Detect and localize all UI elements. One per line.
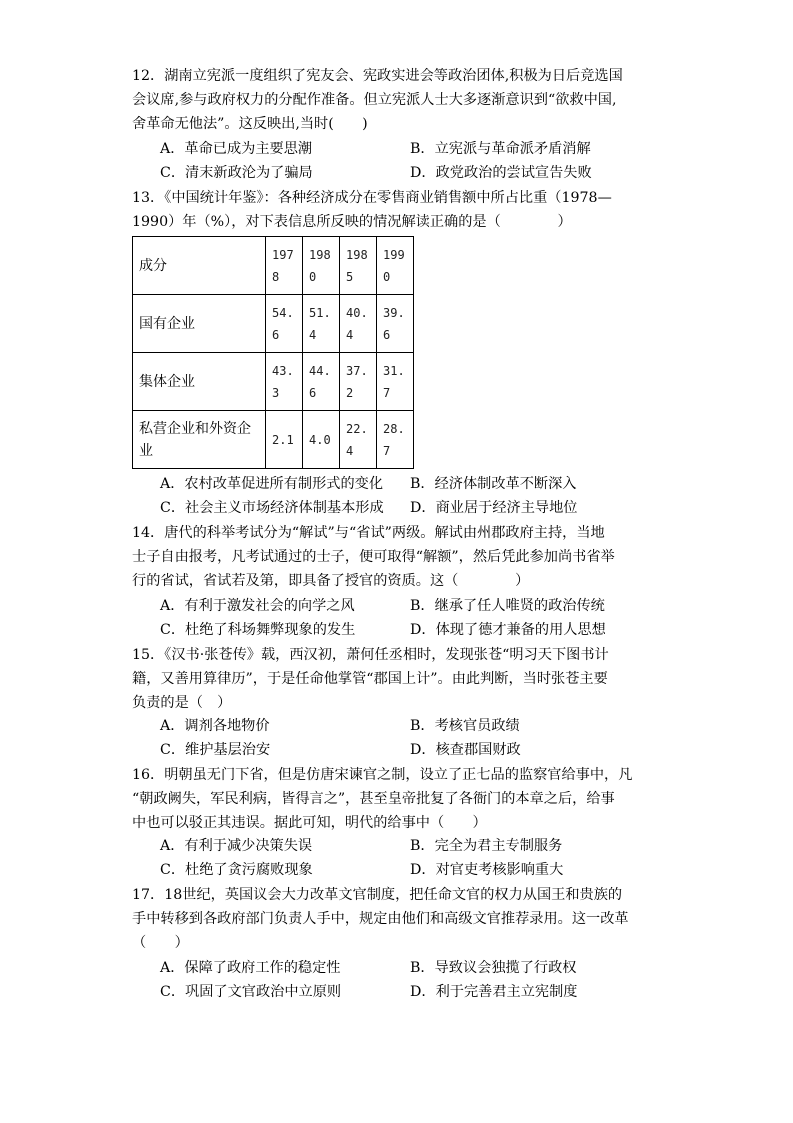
table-cell: 51. 4 (303, 295, 340, 353)
option-c[interactable]: C．清末新政沦为了骗局 (160, 165, 313, 181)
table-cell: 43. 3 (266, 353, 303, 411)
table-cell: 199 0 (377, 237, 414, 295)
statistics-table (132, 236, 414, 469)
table-cell: 28. 7 (377, 411, 414, 469)
option-d[interactable]: D．利于完善君主立宪制度 (410, 984, 578, 1000)
table-cell: 44. 6 (303, 353, 340, 411)
option-a[interactable]: A．有利于激发社会的向学之风 (160, 598, 355, 614)
table-cell: 31. 7 (377, 353, 414, 411)
question-text-line: 14．唐代的科举考试分为“解试”与“省试”两级。解试由州郡政府主持，当地 (132, 525, 605, 541)
question-text-line: 士子自由报考，凡考试通过的士子，便可取得“解额”，然后凭此参加尚书省举 (132, 549, 615, 565)
question-text-line: 17．18世纪，英国议会大力改革文官制度，把任命文官的权力从国王和贵族的 (132, 887, 623, 903)
option-d[interactable]: D．体现了德才兼备的用人思想 (410, 622, 606, 638)
table-row (133, 411, 414, 469)
option-d[interactable]: D．政党政治的尝试宣告失败 (410, 165, 592, 181)
question-text-line: 16．明朝虽无门下省，但是仿唐宋谏官之制，设立了正七品的监察官给事中，凡 (132, 767, 633, 783)
option-c[interactable]: C．杜绝了贪污腐败现象 (160, 862, 313, 878)
option-a[interactable]: A．调剂各地物价 (160, 718, 270, 734)
table-cell: 54. 6 (266, 295, 303, 353)
table-cell: 40. 4 (340, 295, 377, 353)
option-c[interactable]: C．维护基层治安 (160, 742, 271, 758)
table-row (133, 353, 414, 411)
question-text-line: 会议席,参与政府权力的分配作准备。但立宪派人士大多逐渐意识到“欲救中国, (132, 92, 617, 108)
table-row (133, 295, 414, 353)
option-b[interactable]: B．经济体制改革不断深入 (410, 476, 577, 492)
option-b[interactable]: B．完全为君主专制服务 (410, 838, 563, 854)
question-text-line: 舍革命无他法”。这反映出,当时( ) (132, 116, 368, 132)
table-cell: 私营企业和外资企 业 (133, 411, 266, 469)
option-a[interactable]: A．农村改革促进所有制形式的变化 (160, 476, 384, 492)
question-text-line: 行的省试，省试若及第，即具备了授官的资质。这（ ） (132, 573, 530, 589)
question-text-line: 负责的是（ ） (132, 695, 232, 711)
table-cell: 22. 4 (340, 411, 377, 469)
option-b[interactable]: B．继承了任人唯贤的政治传统 (410, 598, 605, 614)
table-cell: 198 5 (340, 237, 377, 295)
question-text-line: 1990）年（%），对下表信息所反映的情况解读正确的是（ ） (132, 214, 572, 230)
option-b[interactable]: B．导致议会独揽了行政权 (410, 960, 577, 976)
option-b[interactable]: B．考核官员政绩 (410, 718, 520, 734)
table-cell: 国有企业 (133, 295, 266, 353)
table-cell: 39. 6 (377, 295, 414, 353)
question-text-line: （ ） (132, 935, 189, 951)
option-d[interactable]: D．核查郡国财政 (410, 742, 521, 758)
table-cell: 198 0 (303, 237, 340, 295)
question-text-line: 12．湖南立宪派一度组织了宪友会、宪政实进会等政治团体,积极为日后竞选国 (132, 68, 623, 84)
table-cell: 2.1 (266, 411, 303, 469)
option-c[interactable]: C．巩固了文官政治中立原则 (160, 984, 342, 1000)
option-d[interactable]: D．对官吏考核影响重大 (410, 862, 564, 878)
question-text-line: 手中转移到各政府部门负责人手中，规定由他们和高级文官推荐录用。这一改革 (132, 911, 629, 927)
option-c[interactable]: C．杜绝了科场舞弊现象的发生 (160, 622, 356, 638)
table-cell: 集体企业 (133, 353, 266, 411)
table-cell: 成分 (133, 237, 266, 295)
option-d[interactable]: D．商业居于经济主导地位 (410, 500, 578, 516)
option-a[interactable]: A．革命已成为主要思潮 (160, 141, 313, 157)
question-text-line: 13．《中国统计年鉴》：各种经济成分在零售商业销售额中所占比重（1978— (132, 190, 612, 206)
table-cell: 197 8 (266, 237, 303, 295)
question-text-line: 籍，又善用算律历”，于是任命他掌管“郡国上计”。由此判断，当时张苍主要 (132, 671, 608, 687)
table-cell: 37. 2 (340, 353, 377, 411)
option-c[interactable]: C．社会主义市场经济体制基本形成 (160, 500, 384, 516)
option-a[interactable]: A．保障了政府工作的稳定性 (160, 960, 341, 976)
question-text-line: 15．《汉书·张苍传》载，西汉初，萧何任丞相时，发现张苍“明习天下图书计 (132, 647, 609, 663)
option-a[interactable]: A．有利于减少决策失误 (160, 838, 313, 854)
question-text-line: 中也可以驳正其违误。据此可知，明代的给事中（ ） (132, 815, 487, 831)
table-cell: 4.0 (303, 411, 340, 469)
table-header-row (133, 237, 414, 295)
option-b[interactable]: B．立宪派与革命派矛盾消解 (410, 141, 591, 157)
question-text-line: “朝政阙失，军民利病，皆得言之”，甚至皇帝批复了各衙门的本章之后，给事 (132, 791, 615, 807)
